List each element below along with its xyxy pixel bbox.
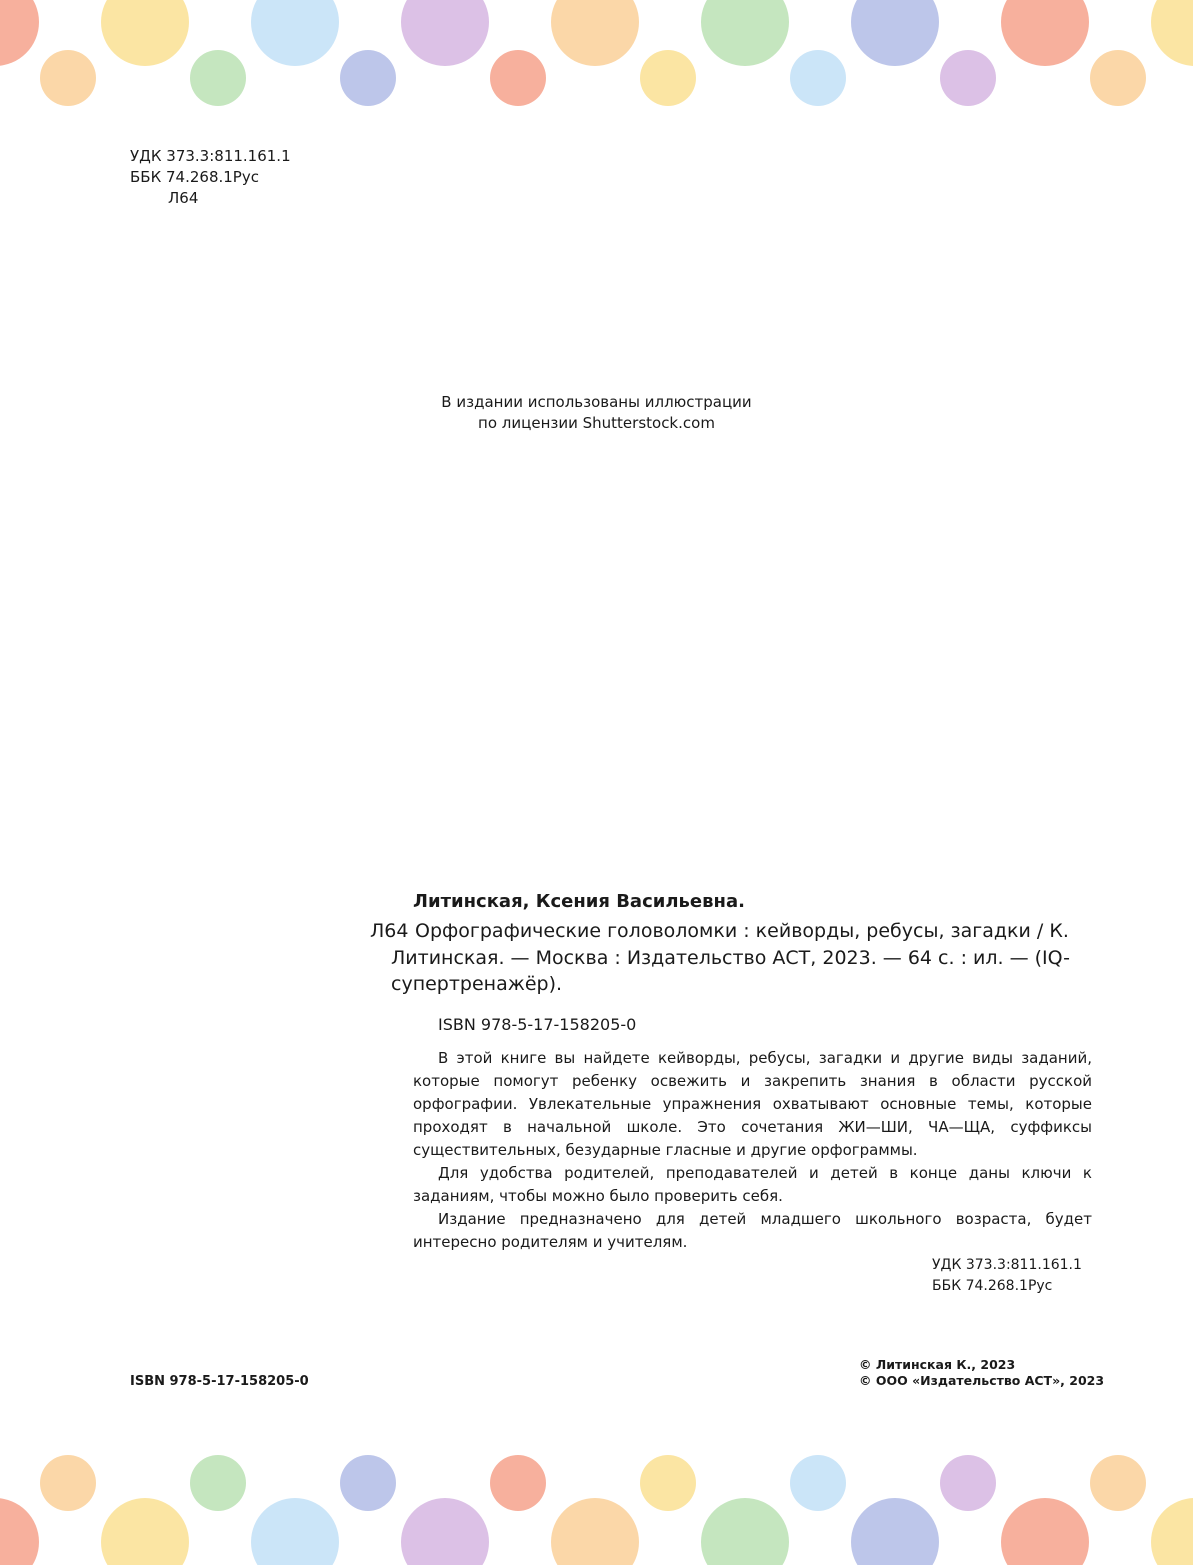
annotation-paragraph: В этой книге вы найдете кейворды, ребусы, загадки и другие виды заданий, которые помогут ребенку освежить и закрепить знания в области русской орфографии. Увлекательные упражнения охватывают основные темы, которые проходят в начальной школе. Это сочетания ЖИ—ШИ, ЧА—ЩА, суффиксы существительных, безударные гласные и другие орфограммы.	[413, 1049, 1092, 1159]
decorative-dot	[251, 0, 339, 66]
decorative-dot	[401, 1498, 489, 1565]
decorative-dot	[640, 50, 696, 106]
record-author: Литинская, Ксения Васильевна.	[413, 891, 745, 912]
license-line-1: В издании использованы иллюстрации	[441, 393, 752, 411]
decorative-dot	[1151, 0, 1193, 66]
decorative-dot	[401, 0, 489, 66]
decorative-dot	[0, 1498, 39, 1565]
footer-isbn: ISBN 978-5-17-158205-0	[130, 1374, 309, 1389]
record-annotation	[413, 1047, 1092, 1254]
decorative-dot	[851, 1498, 939, 1565]
decorative-dot	[1001, 1498, 1089, 1565]
record-description-text: Орфографические головоломки : кейворды, ребусы, загадки / К. Литинская. — Москва : Издательство АСТ, 2023. — 64 с. : ил. — (IQ-супертренажёр).	[391, 920, 1070, 995]
record-classification	[932, 1255, 1082, 1297]
decorative-dots-bottom	[0, 1445, 1193, 1565]
bbk-code: ББК 74.268.1Рус	[130, 168, 259, 186]
copyright-publisher: © ООО «Издательство АСТ», 2023	[859, 1373, 1105, 1388]
decorative-dot	[190, 50, 246, 106]
decorative-dot	[490, 1455, 546, 1511]
decorative-dot	[940, 1455, 996, 1511]
record-udk: УДК 373.3:811.161.1	[932, 1257, 1082, 1273]
decorative-dot	[190, 1455, 246, 1511]
decorative-dot	[940, 50, 996, 106]
decorative-dot	[101, 0, 189, 66]
decorative-dot	[1090, 50, 1146, 106]
annotation-paragraph: Для удобства родителей, преподавателей и детей в конце даны ключи к заданиям, чтобы можно было проверить себя.	[413, 1164, 1092, 1205]
classification-block	[130, 146, 291, 209]
annotation-paragraph: Издание предназначено для детей младшего школьного возраста, будет интересно родителям и учителям.	[413, 1210, 1092, 1251]
copyright-author: © Литинская К., 2023	[859, 1357, 1016, 1372]
decorative-dot	[40, 50, 96, 106]
decorative-dot	[701, 1498, 789, 1565]
udk-code: УДК 373.3:811.161.1	[130, 147, 291, 165]
decorative-dot	[101, 1498, 189, 1565]
decorative-dot	[790, 50, 846, 106]
decorative-dot	[640, 1455, 696, 1511]
decorative-dot	[1090, 1455, 1146, 1511]
decorative-dot	[701, 0, 789, 66]
decorative-dot	[1001, 0, 1089, 66]
record-description	[391, 918, 1071, 998]
decorative-dot	[551, 1498, 639, 1565]
decorative-dot	[790, 1455, 846, 1511]
decorative-dot	[551, 0, 639, 66]
decorative-dot	[40, 1455, 96, 1511]
decorative-dot	[490, 50, 546, 106]
decorative-dot	[0, 0, 39, 66]
copyright-block	[859, 1357, 1104, 1389]
decorative-dot	[1151, 1498, 1193, 1565]
decorative-dot	[340, 50, 396, 106]
decorative-dots-top	[0, 0, 1193, 120]
record-code: Л64	[370, 920, 409, 942]
decorative-dot	[340, 1455, 396, 1511]
record-isbn: ISBN 978-5-17-158205-0	[438, 1015, 637, 1034]
license-note	[0, 392, 1193, 434]
license-line-2: по лицензии Shutterstock.com	[478, 414, 715, 432]
record-bbk: ББК 74.268.1Рус	[932, 1278, 1053, 1294]
decorative-dot	[851, 0, 939, 66]
decorative-dot	[251, 1498, 339, 1565]
author-sign: Л64	[168, 189, 199, 207]
